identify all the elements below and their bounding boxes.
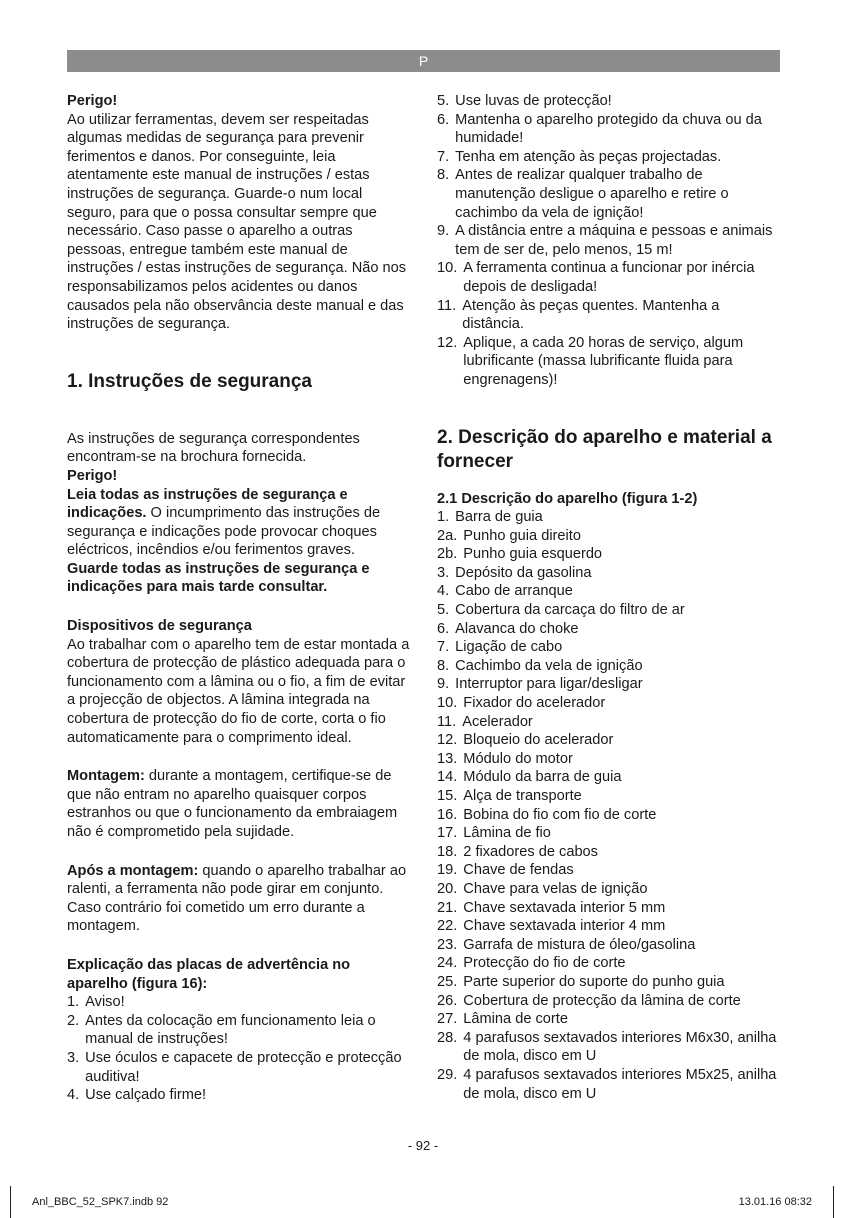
item-number: 4.	[67, 1087, 80, 1104]
item-number: 1.	[67, 994, 80, 1011]
item-text: Aviso!	[85, 994, 125, 1011]
item-number: 10.	[437, 695, 458, 712]
footer-datetime: 13.01.16 08:32	[738, 1196, 812, 1208]
item-text: Bloqueio do acelerador	[463, 732, 614, 749]
item-text: Atenção às peças quentes. Mantenha a distância.	[462, 297, 720, 333]
item-number: 6.	[437, 111, 450, 128]
item-number: 14.	[437, 769, 458, 786]
item-text: Alça de transporte	[463, 788, 582, 804]
item-text: A distância entre a máquina e pessoas e animais tem de ser de, pelo menos, 15 m!	[455, 223, 773, 258]
item-text: Cobertura da carcaça do filtro de ar	[455, 602, 685, 619]
crop-mark-left	[10, 1186, 11, 1218]
item-number: 20.	[437, 880, 458, 897]
item-text: Parte superior do suporte do punho guia	[463, 973, 725, 990]
list-item	[437, 111, 782, 148]
item-number: 4.	[437, 583, 450, 600]
list-item	[437, 675, 782, 694]
item-number: 13.	[437, 750, 458, 767]
item-text: Alavanca do choke	[455, 620, 579, 637]
item-number: 8.	[437, 167, 450, 184]
warning-plates-list	[67, 993, 412, 1105]
read-all-bold: Leia todas as instruções de segurança e indicações.	[67, 486, 348, 522]
danger-title: Perigo!	[67, 93, 118, 109]
list-item	[437, 824, 782, 843]
item-number: 23.	[437, 936, 458, 953]
item-number: 2b.	[437, 546, 458, 563]
item-text: Garrafa de mistura de óleo/gasolina	[463, 936, 696, 953]
item-number: 9.	[437, 676, 450, 693]
section-2-1-title: 2.1 Descrição do aparelho (figura 1-2)	[437, 490, 698, 507]
danger-text: Ao utilizar ferramentas, devem ser respeitadas algumas medidas de segurança para prevenir ferimentos e danos. Por conseguinte, leia atentamente este manual de instruções / estas instruções de segurança. Guarde-o num local seguro, para que o possa consultar sempre que necessário. Caso passe o aparelho a outras pessoas, entregue também este manual de instruções / estas instruções de segurança. Não nos responsabilizamos pelos acidentes ou danos causados pela não observância deste manual e das instruções de segurança.	[67, 111, 407, 333]
item-number: 26.	[437, 992, 458, 1009]
keep-instructions: Guarde todas as instruções de segurança e indicações para mais tarde consultar.	[67, 560, 370, 596]
warning-plates-title: Explicação das placas de advertência no aparelho (figura 16):	[67, 956, 351, 992]
item-text: Depósito da gasolina	[455, 564, 592, 581]
item-number: 6.	[437, 620, 450, 637]
item-number: 15.	[437, 788, 458, 804]
item-number: 18.	[437, 843, 458, 860]
item-text: Módulo do motor	[463, 750, 573, 767]
after-assembly-paragraph	[67, 862, 412, 936]
item-text: Cabo de arranque	[455, 583, 573, 600]
item-text: Módulo da barra de guia	[463, 769, 622, 786]
list-item	[67, 1012, 412, 1049]
language-label: P	[418, 53, 429, 69]
item-number: 5.	[437, 602, 450, 619]
list-item	[437, 657, 782, 676]
item-number: 22.	[437, 918, 458, 935]
item-number: 28.	[437, 1029, 458, 1046]
language-header-bar	[67, 50, 780, 72]
list-item	[437, 1066, 782, 1103]
list-item	[437, 297, 782, 334]
list-item	[437, 768, 782, 787]
item-number: 5.	[437, 93, 450, 109]
devices-title: Dispositivos de segurança	[67, 618, 252, 635]
list-item	[437, 545, 782, 564]
item-text: Ligação de cabo	[455, 639, 563, 656]
after-assembly-text: quando o aparelho trabalhar ao ralenti, a ferramenta não pode girar em conjunto. Caso contrário foi cometido um erro durante a montagem.	[67, 862, 407, 935]
item-number: 19.	[437, 862, 458, 879]
item-text: Cobertura de protecção da lâmina de corte	[463, 992, 741, 1009]
section-1-intro: As instruções de segurança correspondentes encontram-se na brochura fornecida.	[67, 430, 360, 466]
list-item	[437, 148, 782, 167]
list-item	[437, 787, 782, 806]
item-text: Lâmina de fio	[463, 825, 551, 842]
item-text: Lâmina de corte	[463, 1011, 568, 1028]
item-text: 2 fixadores de cabos	[463, 843, 598, 860]
item-text: Chave sextavada interior 5 mm	[463, 899, 666, 916]
item-text: Interruptor para ligar/desligar	[455, 676, 643, 693]
section-1-title: 1. Instruções de segurança	[67, 370, 312, 392]
page-number: - 92 -	[407, 1138, 439, 1153]
item-number: 17.	[437, 825, 458, 842]
list-item	[437, 861, 782, 880]
item-number: 12.	[437, 334, 458, 351]
left-column	[67, 92, 412, 1105]
list-item	[437, 750, 782, 769]
item-number: 7.	[437, 639, 450, 656]
item-number: 21.	[437, 899, 458, 916]
item-text: 4 parafusos sextavados interiores M5x25, anilha de mola, disco em U	[463, 1066, 777, 1102]
item-number: 11.	[437, 713, 457, 730]
item-text: A ferramenta continua a funcionar por inércia depois de desligada!	[463, 260, 755, 295]
item-number: 10.	[437, 260, 458, 277]
assembly-bold: Montagem:	[67, 768, 145, 785]
list-item	[437, 713, 782, 732]
item-number: 7.	[437, 148, 450, 165]
read-all-text: O incumprimento das instruções de segurança e indicações pode provocar choques eléctricos, incêndios e/ou ferimentos graves.	[67, 505, 381, 559]
list-item	[437, 806, 782, 825]
item-number: 3.	[67, 1049, 80, 1066]
item-number: 16.	[437, 806, 458, 823]
item-number: 11.	[437, 297, 457, 314]
item-text: Chave sextavada interior 4 mm	[463, 918, 666, 935]
list-item	[437, 880, 782, 899]
item-number: 27.	[437, 1011, 458, 1028]
item-text: Use luvas de protecção!	[455, 93, 612, 109]
list-item	[437, 843, 782, 862]
list-item	[67, 993, 412, 1012]
warning-plates-list-continued	[437, 92, 782, 390]
list-item	[437, 917, 782, 936]
item-number: 9.	[437, 223, 450, 240]
list-item	[437, 92, 782, 111]
list-item	[437, 166, 782, 222]
item-text: Mantenha o aparelho protegido da chuva ou da humidade!	[455, 111, 762, 147]
assembly-text: durante a montagem, certifique-se de que não entram no aparelho quaisquer corpos estranhos ou que o funcionamento da embraiagem não é comprometido pela sujidade.	[67, 768, 398, 840]
item-number: 2a.	[437, 527, 458, 544]
list-item	[437, 694, 782, 713]
after-assembly-bold: Após a montagem:	[67, 862, 199, 879]
list-item	[437, 620, 782, 639]
read-all-paragraph	[67, 486, 412, 560]
item-text: Acelerador	[462, 713, 533, 730]
list-item	[437, 992, 782, 1011]
list-item	[437, 731, 782, 750]
list-item	[437, 973, 782, 992]
item-text: Bobina do fio com fio de corte	[463, 806, 657, 823]
item-text: Aplique, a cada 20 horas de serviço, algum lubrificante (massa lubrificante fluida para engrenagens)!	[463, 334, 744, 388]
assembly-paragraph	[67, 767, 412, 841]
list-item	[437, 936, 782, 955]
item-text: Punho guia esquerdo	[463, 546, 603, 563]
footer-file: Anl_BBC_52_SPK7.indb 92	[32, 1196, 169, 1208]
item-number: 1.	[437, 509, 450, 526]
item-text: Antes da colocação em funcionamento leia o manual de instruções!	[85, 1012, 376, 1048]
item-number: 12.	[437, 732, 458, 749]
item-text: Chave para velas de ignição	[463, 880, 648, 897]
item-number: 3.	[437, 564, 450, 581]
list-item	[437, 638, 782, 657]
list-item	[437, 508, 782, 527]
list-item	[437, 564, 782, 583]
item-text: 4 parafusos sextavados interiores M6x30, anilha de mola, disco em U	[463, 1029, 777, 1065]
list-item	[67, 1049, 412, 1086]
list-item	[437, 1029, 782, 1066]
item-text: Barra de guia	[455, 509, 543, 526]
list-item	[67, 1086, 412, 1105]
list-item	[437, 582, 782, 601]
list-item	[437, 527, 782, 546]
danger-title-2: Perigo!	[67, 467, 118, 484]
crop-mark-right	[833, 1186, 834, 1218]
item-text: Use calçado firme!	[85, 1087, 207, 1104]
list-item	[437, 222, 782, 259]
item-text: Tenha em atenção às peças projectadas.	[455, 148, 722, 165]
item-text: Punho guia direito	[463, 527, 581, 544]
item-number: 8.	[437, 657, 450, 674]
item-text: Cachimbo da vela de ignição	[455, 657, 643, 674]
item-text: Use óculos e capacete de protecção e protecção auditiva!	[85, 1049, 402, 1085]
item-text: Fixador do acelerador	[463, 695, 606, 712]
list-item	[437, 334, 782, 390]
item-number: 29.	[437, 1066, 458, 1083]
list-item	[437, 601, 782, 620]
right-column	[437, 92, 782, 1103]
item-number: 24.	[437, 955, 458, 972]
item-text: Antes de realizar qualquer trabalho de manutenção desligue o aparelho e retire o cachimbo da vela de ignição!	[455, 167, 729, 221]
item-text: Chave de fendas	[463, 862, 574, 879]
item-number: 25.	[437, 973, 458, 990]
section-2-title: 2. Descrição do aparelho e material a fornecer	[437, 426, 772, 472]
list-item	[437, 954, 782, 973]
devices-text: Ao trabalhar com o aparelho tem de estar montada a cobertura de protecção de plástico adequada para o funcionamento com a lâmina ou o fio, a fim de evitar a projecção de objectos. A lâmina integrada na cobertura de protecção do fio de corte, corta o fio automaticamente para o comprimento ideal.	[67, 636, 410, 746]
list-item	[437, 899, 782, 918]
item-number: 2.	[67, 1012, 80, 1029]
parts-list	[437, 508, 782, 1103]
item-text: Protecção do fio de corte	[463, 955, 626, 972]
list-item	[437, 1010, 782, 1029]
list-item	[437, 259, 782, 296]
